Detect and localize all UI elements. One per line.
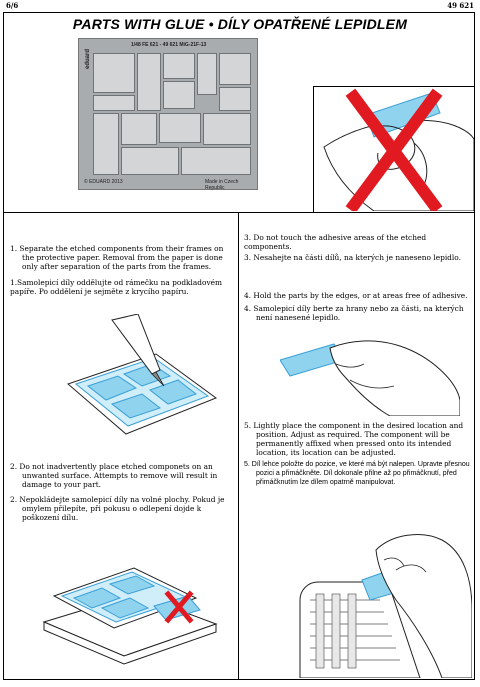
fret-top-label: 1/48 FE 621 - 49 621 MiG-21F-13 xyxy=(131,42,207,48)
step5-cz: 5. Díl lehce položte do pozice, ve které má být nalepen. Upravte přesnou pozici a přimáčkněte. Díl dokonale přilne až po přimáčknutí, před přimáčknutím lze dílem opatrně manipulovat. xyxy=(244,461,470,486)
step4-text xyxy=(244,291,472,322)
step1-illustration xyxy=(60,314,220,444)
fret-part xyxy=(121,113,157,145)
page-number-right: 49 621 xyxy=(447,1,474,10)
step5-text xyxy=(244,421,472,487)
fret-part xyxy=(137,53,161,111)
photo-etch-fret-image xyxy=(78,38,258,190)
fret-part xyxy=(93,95,135,111)
step3-text xyxy=(244,233,472,262)
fret-part xyxy=(159,113,201,143)
fret-part xyxy=(181,147,251,175)
step5-illustration xyxy=(292,530,472,678)
step2-illustration xyxy=(40,546,220,670)
fret-part xyxy=(203,113,251,145)
fret-part xyxy=(163,53,195,79)
fret-part xyxy=(93,113,119,175)
step4-cz: 4. Samolepicí díly berte za hrany nebo za části, na kterých není nanesené lepidlo. xyxy=(244,304,464,322)
step4-illustration xyxy=(280,330,460,416)
column-divider xyxy=(238,212,239,680)
step3-illustration xyxy=(314,87,474,211)
fret-part xyxy=(121,147,179,175)
fret-copyright: © EDUARD 2013 xyxy=(84,179,123,185)
fret-part xyxy=(93,53,135,93)
fret-part xyxy=(219,53,251,85)
step2-cz: 2. Nepokládejte samolepicí díly na volné plochy. Pokud je omylem přilepíte, při pokusu o odlepení dojde k poškození dílu. xyxy=(10,495,225,522)
page-number-left: 6/6 xyxy=(6,1,19,10)
step5-en: 5. Lightly place the component in the desired location and position. Adjust as required. The component will be permanently affixed when pressed onto its intended location, its location can be adjusted. xyxy=(244,421,464,457)
step3-en: 3. Do not touch the adhesive areas of the etched components. xyxy=(244,233,427,251)
row-divider xyxy=(4,212,474,213)
page-title: PARTS WITH GLUE • DÍLY OPATŘENÉ LEPIDLEM xyxy=(72,16,408,32)
fret-brand-label: eduard xyxy=(85,48,91,69)
step1-en: 1. Separate the etched components from their frames on the protective paper. Removal from the paper is done only after separation of the parts from the frames. xyxy=(10,244,224,271)
fret-made-in: Made in Czech Republic xyxy=(205,179,239,191)
step1-cz: 1.Samolepicí díly oddělujte od rámečku na podkladovém papíře. Po oddělení je sejměte z krycího papíru. xyxy=(10,278,223,296)
fret-part xyxy=(163,81,195,109)
step2-en: 2. Do not inadvertently place etched componets on an unwanted surface. Attempts to remove will result in damage to your part. xyxy=(10,462,218,489)
step4-en: 4. Hold the parts by the edges, or at areas free of adhesive. xyxy=(244,291,468,300)
step2-text xyxy=(10,462,232,522)
fret-part xyxy=(219,87,251,111)
step1-text xyxy=(10,244,232,296)
step3-cz: 3. Nesahejte na části dílů, na kterých je naneseno lepidlo. xyxy=(244,253,461,262)
fret-part xyxy=(197,53,217,95)
